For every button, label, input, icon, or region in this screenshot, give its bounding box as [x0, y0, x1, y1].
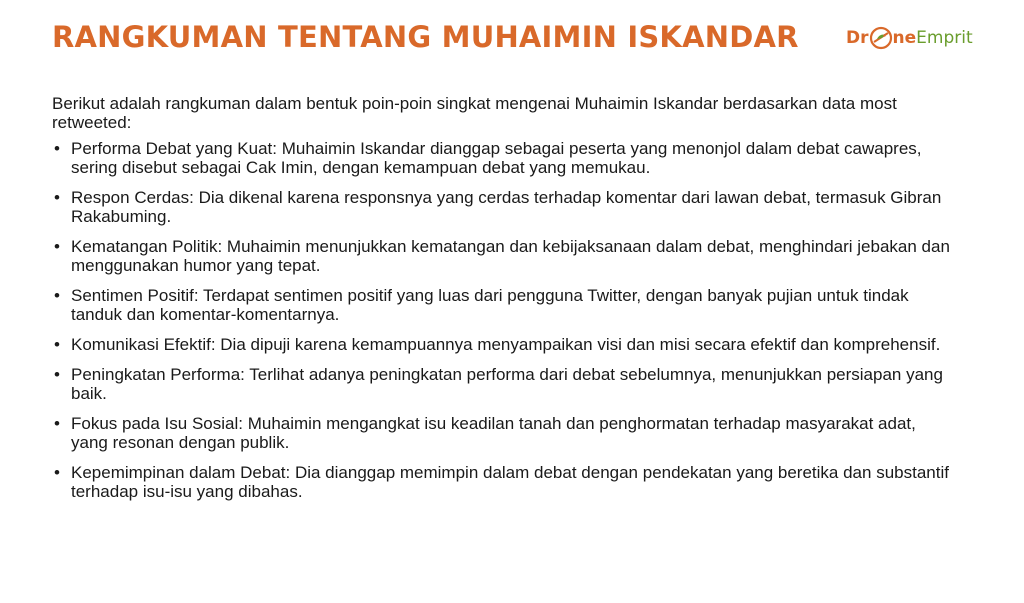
bullet: •: [54, 139, 60, 158]
point-text: Kematangan Politik: Muhaimin menunjukkan kematangan dan kebijaksanaan dalam debat, menghindari jebakan dan menggunakan humor yang tepat.: [71, 237, 950, 275]
intro-paragraph: Berikut adalah rangkuman dalam bentuk poin-poin singkat mengenai Muhaimin Iskandar berdasarkan data most retweeted:: [52, 94, 897, 132]
list-item: [52, 463, 952, 501]
point-text: Sentimen Positif: Terdapat sentimen positif yang luas dari pengguna Twitter, dengan banyak pujian untuk tindak tanduk dan komentar-komentarnya.: [71, 286, 909, 324]
logo-text-dr: Dr: [846, 28, 869, 48]
bullet: •: [54, 237, 60, 256]
point-text: Performa Debat yang Kuat: Muhaimin Iskandar dianggap sebagai peserta yang menonjol dalam debat cawapres, sering disebut sebagai Cak Imin, dengan kemampuan debat yang memukau.: [71, 139, 922, 177]
summary-content: [52, 94, 952, 512]
drone-emprit-logo: [846, 26, 973, 50]
logo-text-ne: ne: [892, 28, 917, 48]
list-item: [52, 188, 952, 226]
list-item: [52, 335, 952, 354]
point-text: Respon Cerdas: Dia dikenal karena responsnya yang cerdas terhadap komentar dari lawan debat, termasuk Gibran Rakabuming.: [71, 188, 942, 226]
point-text: Kepemimpinan dalam Debat: Dia dianggap memimpin dalam debat dengan pendekatan yang beretika dan substantif terhadap isu-isu yang dibahas.: [71, 463, 949, 501]
bullet: •: [54, 188, 60, 207]
list-item: [52, 365, 952, 403]
list-item: [52, 237, 952, 275]
bullet: •: [54, 463, 60, 482]
point-text: Fokus pada Isu Sosial: Muhaimin mengangkat isu keadilan tanah dan penghormatan terhadap masyarakat adat, yang resonan dengan publik.: [71, 414, 916, 452]
page-title: RANGKUMAN TENTANG MUHAIMIN ISKANDAR: [52, 20, 799, 54]
bullet: •: [54, 286, 60, 305]
bullet: •: [54, 365, 60, 384]
logo-text-emprit: Emprit: [916, 28, 973, 48]
bullet: •: [54, 414, 60, 433]
list-item: [52, 414, 952, 452]
list-item: [52, 139, 952, 177]
summary-points-list: [52, 139, 952, 501]
drone-bird-icon: [869, 26, 893, 50]
point-text: Komunikasi Efektif: Dia dipuji karena kemampuannya menyampaikan visi dan misi secara efektif dan komprehensif.: [71, 335, 941, 354]
bullet: •: [54, 335, 60, 354]
point-text: Peningkatan Performa: Terlihat adanya peningkatan performa dari debat sebelumnya, menunjukkan persiapan yang baik.: [71, 365, 943, 403]
list-item: [52, 286, 952, 324]
